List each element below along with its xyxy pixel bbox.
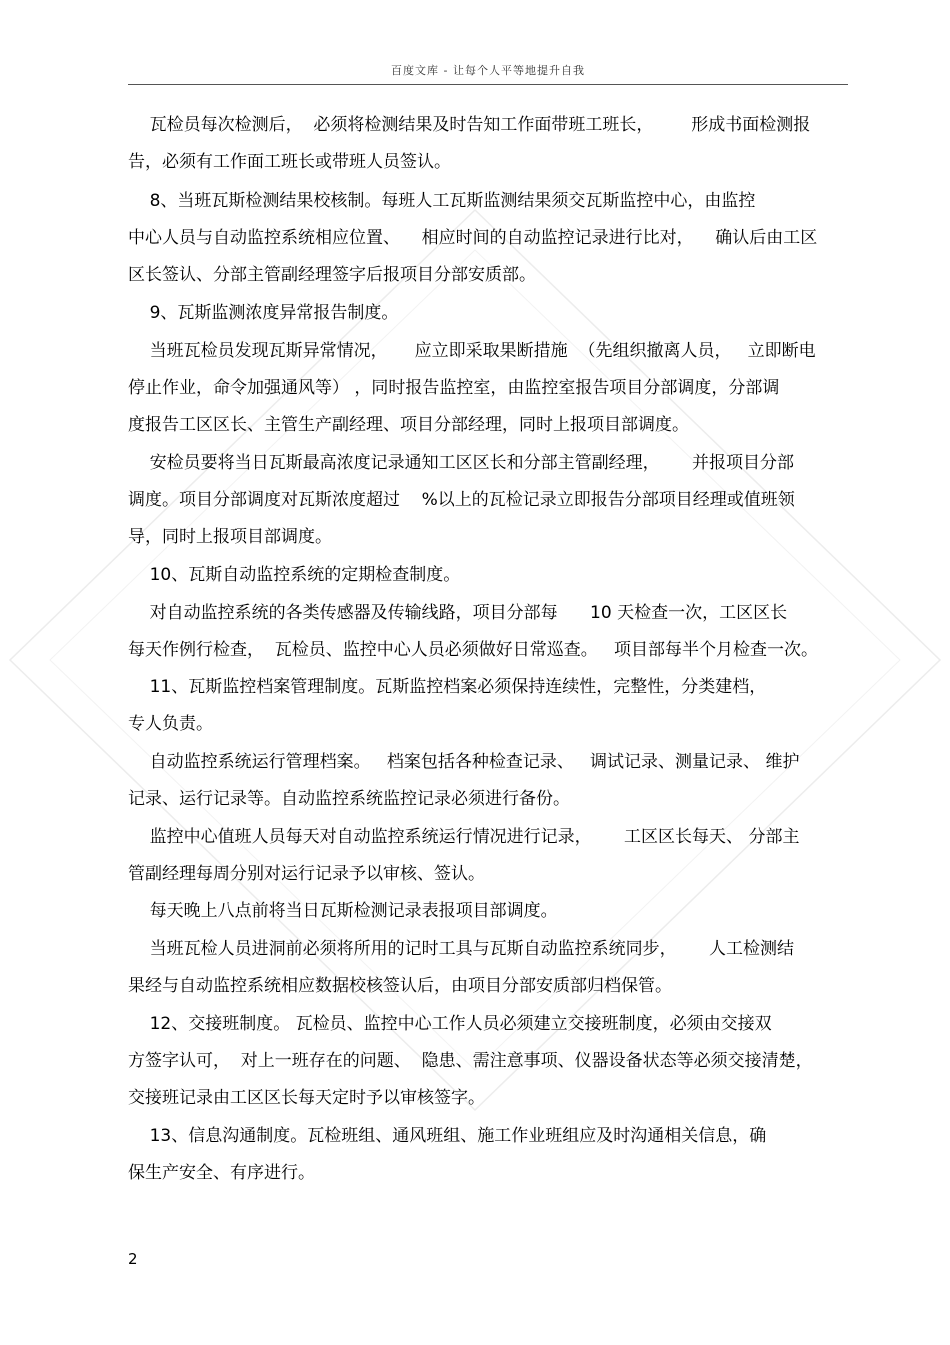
text-line: 中心人员与自动监控系统相应位置、 相应时间的自动监控记录进行比对， 确认后由工区 [128, 228, 818, 248]
text-line: 区长签认、分部主管副经理签字后报项目分部安质部。 [128, 265, 536, 285]
page-header: 百度文库 - 让每个人平等地提升自我 [391, 64, 585, 77]
text-line: 管副经理每周分别对运行记录予以审核、签认。 [128, 864, 485, 884]
text-line: 保生产安全、有序进行。 [128, 1163, 315, 1183]
text-line: 每天晚上八点前将当日瓦斯检测记录表报项目部调度。 [128, 901, 558, 921]
text-line: 当班瓦检人员进洞前必须将所用的记时工具与瓦斯自动监控系统同步， 人工检测结 [128, 939, 795, 959]
text-line: 监控中心值班人员每天对自动监控系统运行情况进行记录， 工区区长每天、 分部主 [128, 827, 800, 847]
text-line: 10、瓦斯自动监控系统的定期检查制度。 [128, 565, 461, 585]
text-line: 方签字认可， 对上一班存在的问题、 隐患、需注意事项、仪器设备状态等必须交接清楚， [128, 1051, 813, 1071]
text-line: 每天作例行检查， 瓦检员、监控中心人员必须做好日常巡查。 项目部每半个月检查一次。 [128, 640, 819, 660]
text-line: 当班瓦检员发现瓦斯异常情况， 应立即采取果断措施 （先组织撤离人员， 立即断电 [128, 341, 816, 361]
text-line: 记录、运行记录等。自动监控系统监控记录必须进行备份。 [128, 789, 570, 809]
text-line: 导，同时上报项目部调度。 [128, 527, 332, 547]
text-line: 对自动监控系统的各类传感器及传输线路，项目分部每 10 天检查一次，工区区长 [128, 603, 788, 623]
text-line: 9、瓦斯监测浓度异常报告制度。 [128, 303, 399, 323]
text-line: 13、信息沟通制度。瓦检班组、通风班组、施工作业班组应及时沟通相关信息，确 [128, 1126, 767, 1146]
text-line: 告，必须有工作面工班长或带班人员签认。 [128, 152, 451, 172]
text-line: 安检员要将当日瓦斯最高浓度记录通知工区区长和分部主管副经理， 并报项目分部 [128, 453, 795, 473]
page-number: 2 [128, 1250, 138, 1268]
text-line: 自动监控系统运行管理档案。 档案包括各种检查记录、 调试记录、测量记录、 维护 [128, 752, 800, 772]
text-line: 8、当班瓦斯检测结果校核制。每班人工瓦斯监测结果须交瓦斯监控中心，由监控 [128, 191, 756, 211]
header-divider [128, 84, 848, 85]
text-line: 交接班记录由工区区长每天定时予以审核签字。 [128, 1088, 485, 1108]
text-line: 瓦检员每次检测后， 必须将检测结果及时告知工作面带班工班长， 形成书面检测报 [128, 115, 811, 135]
text-line: 12、交接班制度。 瓦检员、监控中心工作人员必须建立交接班制度，必须由交接双 [128, 1014, 772, 1034]
text-line: 专人负责。 [128, 714, 213, 734]
text-line: 停止作业，命令加强通风等） ，同时报告监控室，由监控室报告项目分部调度，分部调 [128, 378, 780, 398]
text-line: 度报告工区区长、主管生产副经理、项目分部经理，同时上报项目部调度。 [128, 415, 689, 435]
text-line: 11、瓦斯监控档案管理制度。瓦斯监控档案必须保持连续性，完整性，分类建档， [128, 677, 767, 697]
text-line: 果经与自动监控系统相应数据校核签认后，由项目分部安质部归档保管。 [128, 976, 672, 996]
text-line: 调度。项目分部调度对瓦斯浓度超过 %以上的瓦检记录立即报告分部项目经理或值班领 [128, 490, 795, 510]
